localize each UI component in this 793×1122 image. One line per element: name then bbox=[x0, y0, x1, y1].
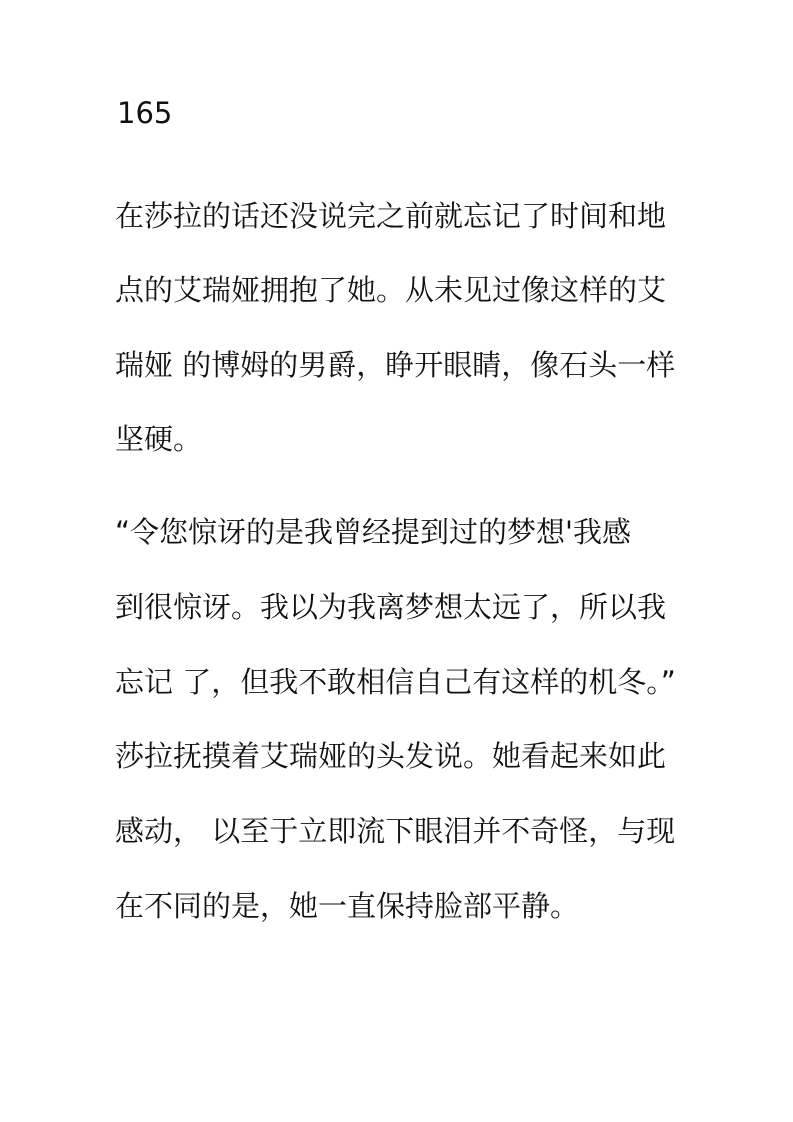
page-number: 165 bbox=[117, 96, 173, 130]
paragraph-line: “令您惊讶的是我曾经提到过的梦想'我感 bbox=[115, 515, 631, 549]
paragraph-line: 感动， 以至于立即流下眼泪并不奇怪，与现 bbox=[115, 814, 676, 848]
paragraph-line: 瑞娅 的博姆的男爵，睁开眼睛，像石头一样 bbox=[115, 348, 676, 382]
paragraph-line: 忘记 了，但我不敢相信自己有这样的机冬。” bbox=[115, 665, 676, 699]
paragraph-line: 在不同的是，她一直保持脸部平静。 bbox=[115, 889, 580, 923]
paragraph-line: 坚硬。 bbox=[115, 422, 203, 456]
paragraph-line: 到很惊讶。我以为我离梦想太远了，所以我 bbox=[115, 590, 667, 624]
paragraph-line: 点的艾瑞娅拥抱了她。从未见过像这样的艾 bbox=[115, 273, 667, 307]
paragraph-line: 莎拉抚摸着艾瑞娅的头发说。她看起来如此 bbox=[115, 739, 667, 773]
paragraph-line: 在莎拉的话还没说完之前就忘记了时间和地 bbox=[115, 199, 667, 233]
